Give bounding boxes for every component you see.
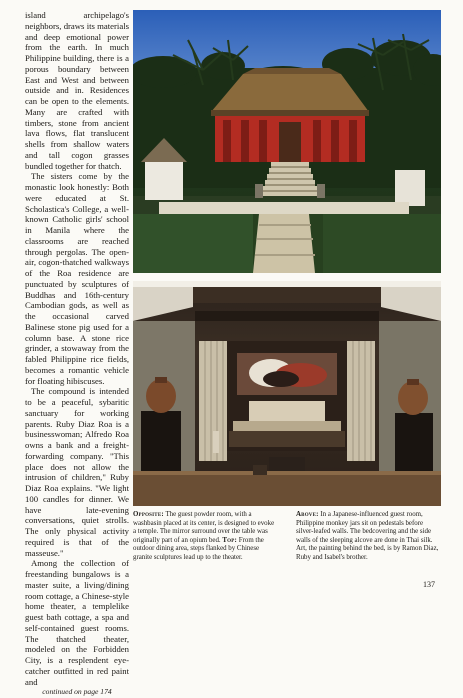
article-body-column (25, 10, 129, 698)
caption-text: From the outdoor dining area, steps flanked by Chinese granite sculptures lead up to the theater. (133, 536, 264, 561)
caption-lead: Opposite: (133, 511, 164, 518)
caption-opposite-top (133, 511, 278, 563)
photo-guest-room (133, 281, 441, 506)
article-paragraph: Among the collection of freestanding bungalows is a master suite, a living/dining room cottage, a Chinese-style home theater, a templelike guest bath cottage, a spa and self-contained guest rooms. The thatched theater, modeled on the Forbidden City, is a resplendent eye-catcher outfitted in red paint and (25, 558, 129, 687)
theater-exterior-illustration (133, 10, 441, 273)
caption-lead: Top: (222, 536, 238, 544)
guest-room-illustration (133, 281, 441, 506)
continuation-note: continued on page 174 (42, 687, 112, 697)
caption-text: The guest powder room, with a washbasin placed at its center, is designed to evoke a temple. The mirror surround over the table was originally part of an opium bed. (133, 511, 275, 544)
caption-text: In a Japanese-influenced guest room, Philippine monkey jars sit on pedestals before silver-leafed walls. The bedcovering and the side walls of the sleeping alcove are done in Thai silk. Art, the painting behind the bed, is by Ramon Diaz, Ruby and Isabel's brother. (296, 511, 439, 561)
caption-above (296, 511, 441, 563)
article-paragraph: island archipelago's neighbors, draws its materials and deep emotional power from the earth. In much Philippine building, there is a porous boundary between East and West and between outside and in. Residences can be open to the elements. Many are crafted with timbers, stone from ancient lava flows, flat translucent shells from shallow waters and tall cogon grasses bundled together for thatch. (25, 10, 129, 171)
caption-lead: Above: (296, 511, 319, 518)
article-paragraph: The sisters come by the monastic look honestly: Both were educated at St. Scholastica's College, a well-known Catholic girls' school in Manila where the classrooms are reached through pergolas. The open-air, cogon-thatched walkways of the Roa residence are punctuated by sculptures of Buddhas and 16th-century Cambodian gods, as well as the occasional carved Balinese stone pig used for a column base. A stone rice grinder, a stowaway from the fabled Philippine rice fields, becomes a romantic vehicle for floating hibiscuses. (25, 171, 129, 386)
article-paragraph: The compound is intended to be a peaceful, sybaritic sanctuary for working parents. Ruby Diaz Roa is a businesswoman; Alfredo Roa owns a bank and a freight-forwarding company. "This place does not allow the intrusion of children," Ruby Diaz Roa explains. "We light 100 candles for dinner. We have late-evening conversations, quiet strolls. The only physical activity required is that of the masseuse." (25, 386, 129, 558)
page-number: 137 (423, 580, 435, 589)
photo-theater-exterior (133, 10, 441, 273)
